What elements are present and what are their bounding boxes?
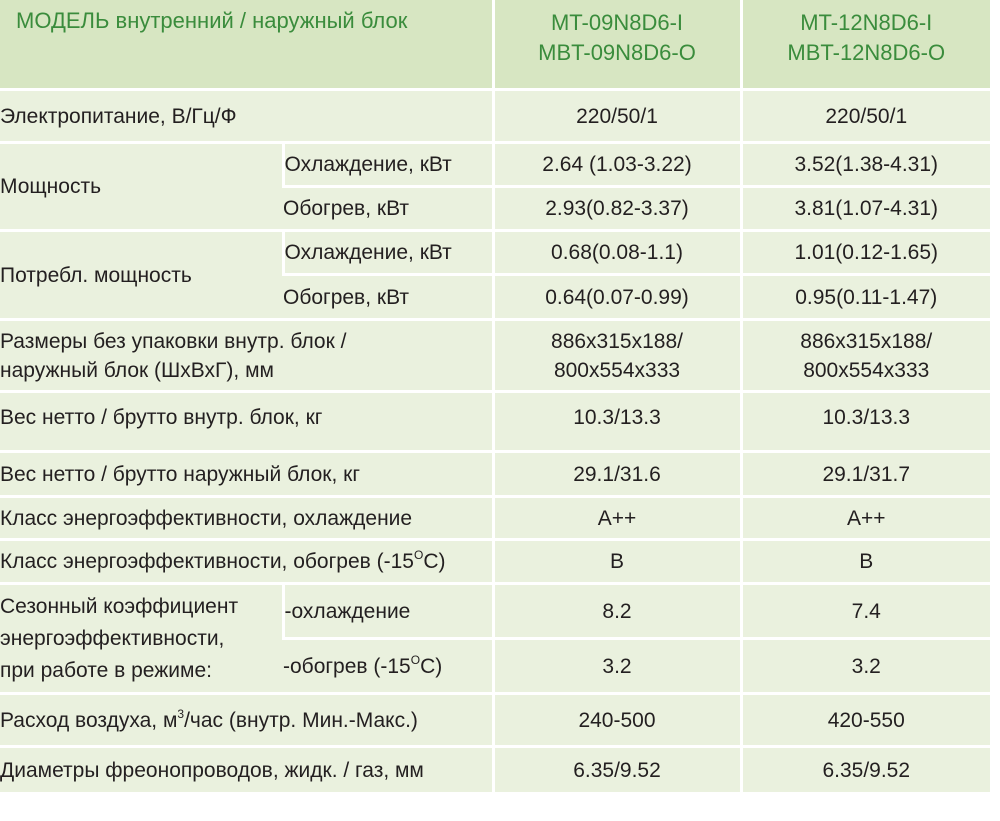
capacity-cooling-value-1: 2.64 (1.03-3.22) — [493, 143, 741, 187]
table-row-weight-outdoor — [0, 452, 990, 497]
seasonal-heating-label-text: -обогрев (-15 — [283, 654, 411, 678]
dimensions-value-2-line-2: 800x554x333 — [803, 358, 930, 382]
table-row-dimensions — [0, 320, 990, 392]
dimensions-value-1 — [493, 320, 741, 392]
seasonal-cooling-label: -охлаждение — [283, 584, 493, 639]
seasonal-label-line-3: при работе в режиме: — [0, 658, 212, 682]
energy-class-heating-label-unit: C) — [423, 550, 446, 573]
dimensions-label-line-2: наружный блок (ШхВхГ), мм — [0, 358, 274, 382]
consumption-heating-value-1: 0.64(0.07-0.99) — [493, 275, 741, 320]
capacity-heating-value-2: 3.81(1.07-4.31) — [741, 187, 990, 231]
energy-class-cooling-value-1: A++ — [493, 497, 741, 540]
energy-class-cooling-value-2: A++ — [741, 497, 990, 540]
capacity-heating-label: Обогрев, кВт — [283, 187, 493, 231]
seasonal-label-line-1: Сезонный коэффициент — [0, 594, 239, 618]
weight-indoor-value-2: 10.3/13.3 — [741, 392, 990, 452]
cubic-superscript: 3 — [177, 706, 185, 721]
table-row-weight-indoor — [0, 392, 990, 452]
consumption-heating-value-2: 0.95(0.11-1.47) — [741, 275, 990, 320]
dimensions-value-1-line-1: 886x315x188/ — [551, 329, 683, 353]
dimensions-label — [0, 320, 493, 392]
dimensions-value-2-line-1: 886x315x188/ — [800, 329, 933, 353]
dimensions-value-1-line-2: 800x554x333 — [553, 358, 681, 382]
seasonal-label-line-2: энергоэффективности, — [0, 626, 225, 650]
weight-indoor-label: Вес нетто / брутто внутр. блок, кг — [0, 392, 493, 452]
table-row-pipes — [0, 747, 990, 794]
dimensions-label-line-1: Размеры без упаковки внутр. блок / — [0, 329, 347, 353]
airflow-label — [0, 694, 493, 747]
dimensions-value-2 — [741, 320, 990, 392]
weight-indoor-value-1: 10.3/13.3 — [493, 392, 741, 452]
power-supply-value-1: 220/50/1 — [493, 90, 741, 143]
airflow-value-2: 420-550 — [741, 694, 990, 747]
table-row-power-supply — [0, 90, 990, 143]
weight-outdoor-value-1: 29.1/31.6 — [493, 452, 741, 497]
degree-superscript: O — [413, 548, 424, 562]
energy-class-heating-label-text: Класс энергоэффективности, обогрев (-15 — [0, 550, 414, 573]
weight-outdoor-label: Вес нетто / брутто наружный блок, кг — [0, 452, 493, 497]
consumption-cooling-value-2: 1.01(0.12-1.65) — [741, 231, 990, 275]
airflow-label-unit: /час (внутр. Мин.-Макс.) — [184, 708, 418, 732]
table-row-capacity-cooling — [0, 143, 990, 187]
energy-class-cooling-label: Класс энергоэффективности, охлаждение — [0, 497, 493, 540]
table-row-consumption-cooling — [0, 231, 990, 275]
weight-outdoor-value-2: 29.1/31.7 — [741, 452, 990, 497]
pipes-value-1: 6.35/9.52 — [493, 747, 741, 794]
model-1-outdoor: MBT-09N8D6-O — [538, 40, 696, 65]
model-1-indoor: MT-09N8D6-I — [550, 10, 684, 35]
table-row-seasonal-cooling — [0, 584, 990, 639]
seasonal-cooling-value-1: 8.2 — [493, 584, 741, 639]
seasonal-heating-value-1: 3.2 — [493, 639, 741, 694]
seasonal-heating-label — [283, 639, 493, 694]
header-title: МОДЕЛЬ внутренний / наружный блок — [0, 0, 493, 90]
energy-class-heating-value-2: B — [741, 540, 990, 584]
airflow-value-1: 240-500 — [493, 694, 741, 747]
seasonal-heating-value-2: 3.2 — [741, 639, 990, 694]
consumption-cooling-label: Охлаждение, кВт — [283, 231, 493, 275]
seasonal-label — [0, 584, 283, 694]
consumption-cooling-value-1: 0.68(0.08-1.1) — [493, 231, 741, 275]
table-row-energy-class-heating — [0, 540, 990, 584]
capacity-label: Мощность — [0, 143, 283, 231]
header-model-2 — [741, 0, 990, 90]
power-supply-value-2: 220/50/1 — [741, 90, 990, 143]
capacity-cooling-label: Охлаждение, кВт — [283, 143, 493, 187]
capacity-heating-value-1: 2.93(0.82-3.37) — [493, 187, 741, 231]
consumption-label: Потребл. мощность — [0, 231, 283, 320]
table-row-energy-class-cooling — [0, 497, 990, 540]
energy-class-heating-label — [0, 540, 493, 584]
seasonal-cooling-value-2: 7.4 — [741, 584, 990, 639]
airflow-label-text: Расход воздуха, м — [0, 708, 178, 732]
power-supply-label: Электропитание, В/Гц/Ф — [0, 90, 493, 143]
consumption-heating-label: Обогрев, кВт — [283, 275, 493, 320]
energy-class-heating-value-1: B — [493, 540, 741, 584]
seasonal-heating-label-unit: C) — [420, 654, 443, 678]
table-row-airflow — [0, 694, 990, 747]
pipes-label: Диаметры фреонопроводов, жидк. / газ, мм — [0, 747, 493, 794]
model-2-outdoor: MBT-12N8D6-O — [787, 40, 946, 65]
degree-superscript: O — [410, 652, 421, 667]
model-2-indoor: MT-12N8D6-I — [800, 10, 933, 35]
table-header-row — [0, 0, 990, 90]
pipes-value-2: 6.35/9.52 — [741, 747, 990, 794]
header-model-1 — [493, 0, 741, 90]
capacity-cooling-value-2: 3.52(1.38-4.31) — [741, 143, 990, 187]
